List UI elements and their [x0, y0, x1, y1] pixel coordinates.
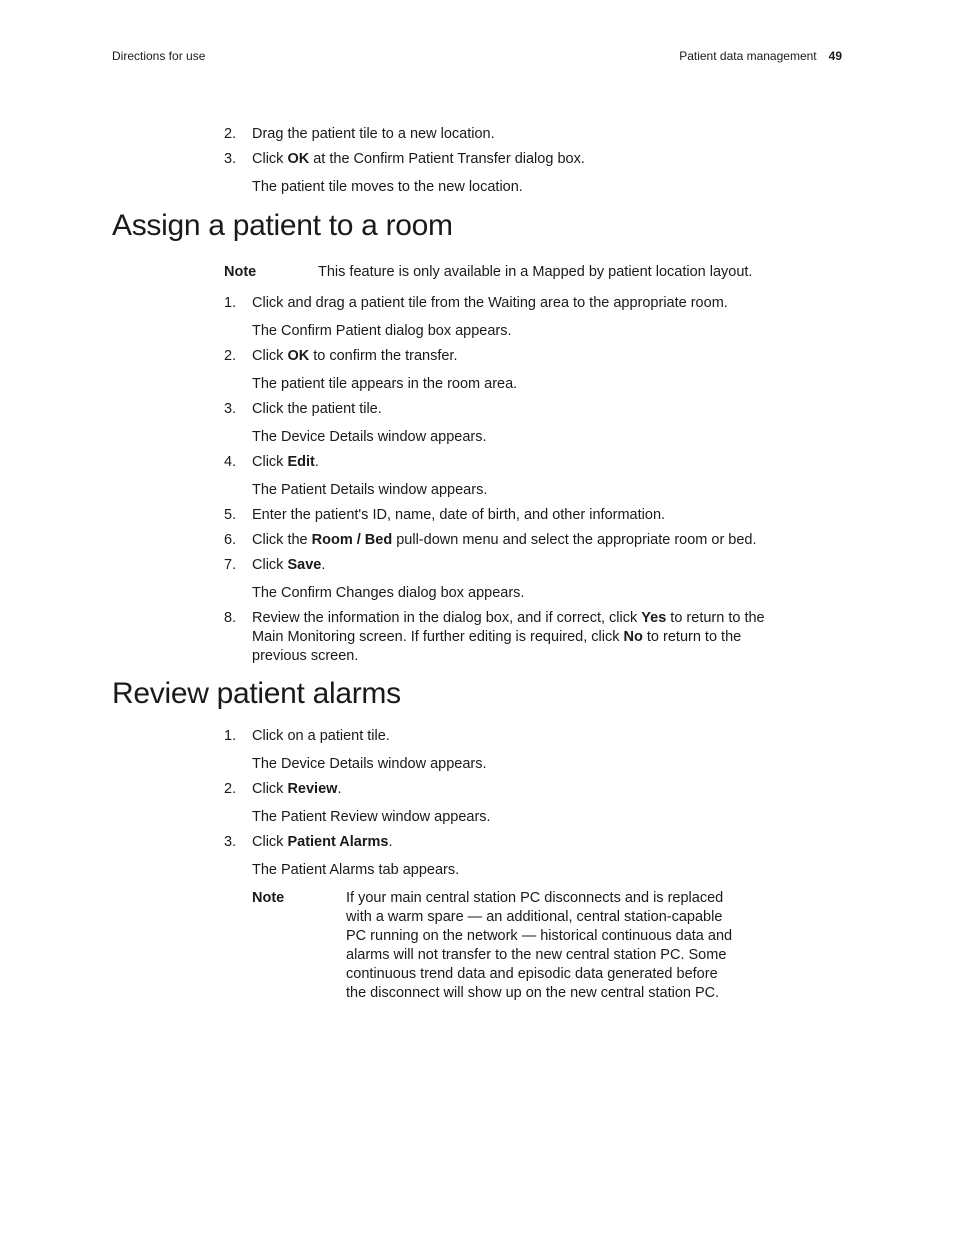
- step-result: The Device Details window appears.: [252, 429, 487, 445]
- step-result: The patient tile appears in the room area.: [252, 376, 518, 392]
- page-number: 49: [828, 49, 842, 63]
- step-result: The Confirm Patient dialog box appears.: [252, 323, 512, 339]
- section-heading-review: Review patient alarms: [112, 677, 401, 710]
- section-name: Patient data management: [679, 49, 817, 63]
- note-text: This feature is only available in a Mapped by patient location layout.: [318, 264, 753, 280]
- document-title: Directions for use: [112, 49, 206, 63]
- note-text: If your main central station PC disconnects and is replaced with a warm spare — an additional, central station-capable PC running on the network — historical continuous data and alarms will not transfer to the new central station PC. Some continuous trend data and episodic data generated before the disconnect will show up on the new central station PC.: [346, 890, 733, 1001]
- note-label: Note: [252, 890, 285, 906]
- section-heading-assign: Assign a patient to a room: [112, 209, 453, 242]
- step-result: The Confirm Changes dialog box appears.: [252, 585, 525, 601]
- step-result: The Patient Review window appears.: [252, 809, 491, 825]
- step-result: The Patient Alarms tab appears.: [252, 862, 460, 878]
- step-result: The patient tile moves to the new location.: [252, 179, 523, 195]
- note-label: Note: [224, 264, 257, 280]
- running-header: [112, 49, 842, 67]
- step-result: The Patient Details window appears.: [252, 482, 488, 498]
- step-result: The Device Details window appears.: [252, 756, 487, 772]
- section-page-indicator: [679, 49, 842, 63]
